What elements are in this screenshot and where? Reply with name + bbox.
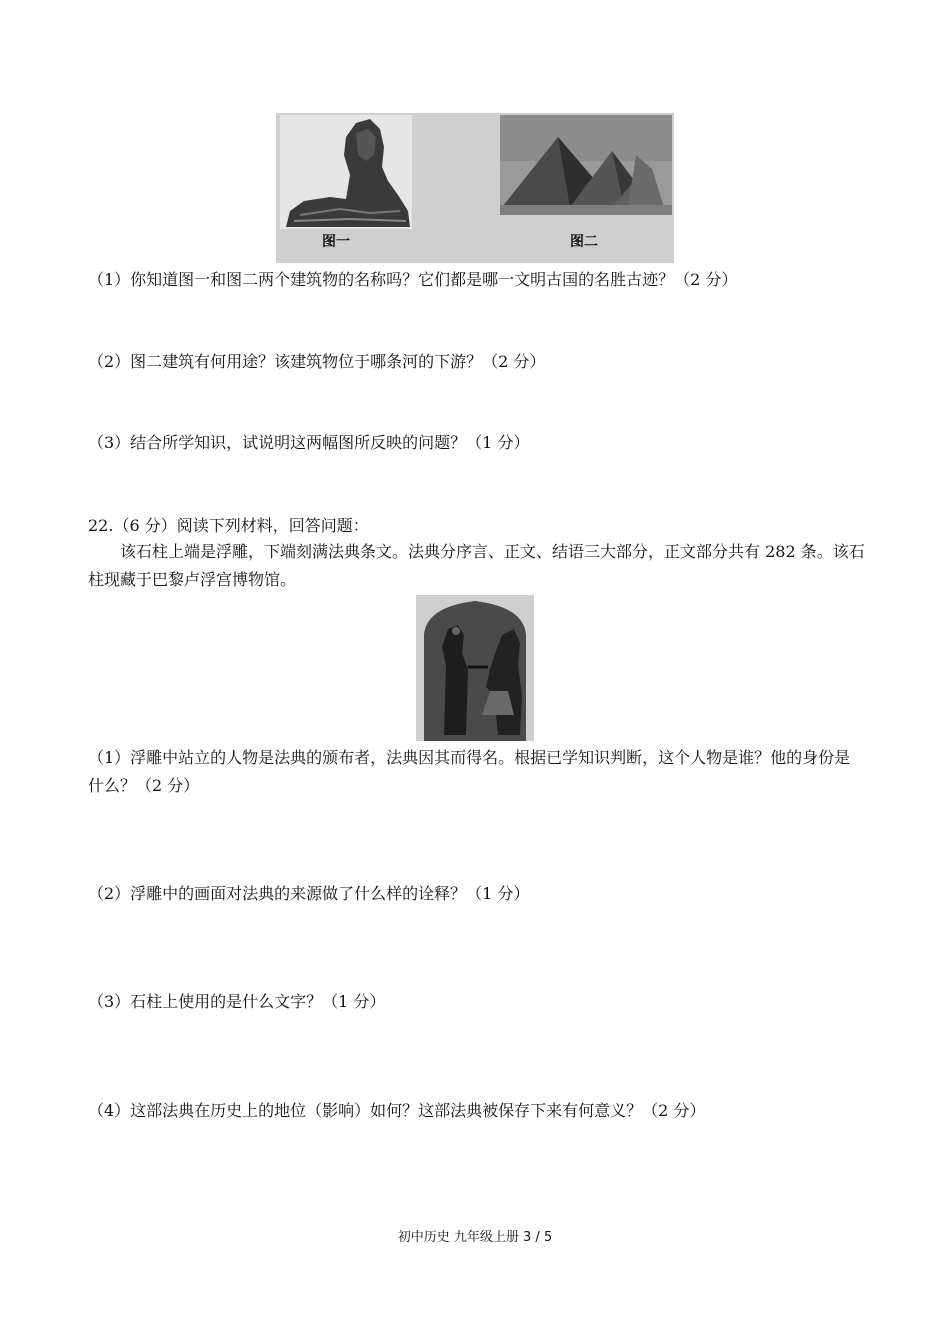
q22-sub1: （1）浮雕中站立的人物是法典的颁布者，法典因其而得名。根据已学知识判断，这个人物是谁？他的身份是什么？（2 分） — [88, 748, 851, 795]
figures-panel — [276, 113, 674, 263]
q22-header: 22.（6 分）阅读下列材料，回答问题： — [88, 516, 369, 535]
q21-sub2: （2）图二建筑有何用途？该建筑物位于哪条河的下游？（2 分） — [88, 352, 546, 371]
pyramids-image — [500, 115, 672, 215]
q21-sub3: （3）结合所学知识，试说明这两幅图所反映的问题？（1 分） — [88, 433, 530, 452]
figure-2-caption: 图二 — [570, 234, 598, 250]
page-footer: 初中历史 九年级上册 3 / 5 — [397, 1230, 553, 1245]
q22-sub3: （3）石柱上使用的是什么文字？（1 分） — [88, 992, 386, 1011]
sphinx-image — [280, 115, 412, 229]
q21-sub1: （1）你知道图一和图二两个建筑物的名称吗？它们都是哪一文明古国的名胜古迹？（2 分） — [88, 270, 738, 289]
q22-material: 该石柱上端是浮雕，下端刻满法典条文。法典分序言、正文、结语三大部分，正文部分共有 282 条。该石柱现藏于巴黎卢浮宫博物馆。 — [88, 542, 865, 589]
stele-relief-image — [416, 595, 534, 741]
figure-1-caption: 图一 — [322, 234, 350, 250]
q22-sub2: （2）浮雕中的画面对法典的来源做了什么样的诠释？（1 分） — [88, 884, 530, 903]
q22-sub4: （4）这部法典在历史上的地位（影响）如何？这部法典被保存下来有何意义？（2 分） — [88, 1101, 706, 1120]
